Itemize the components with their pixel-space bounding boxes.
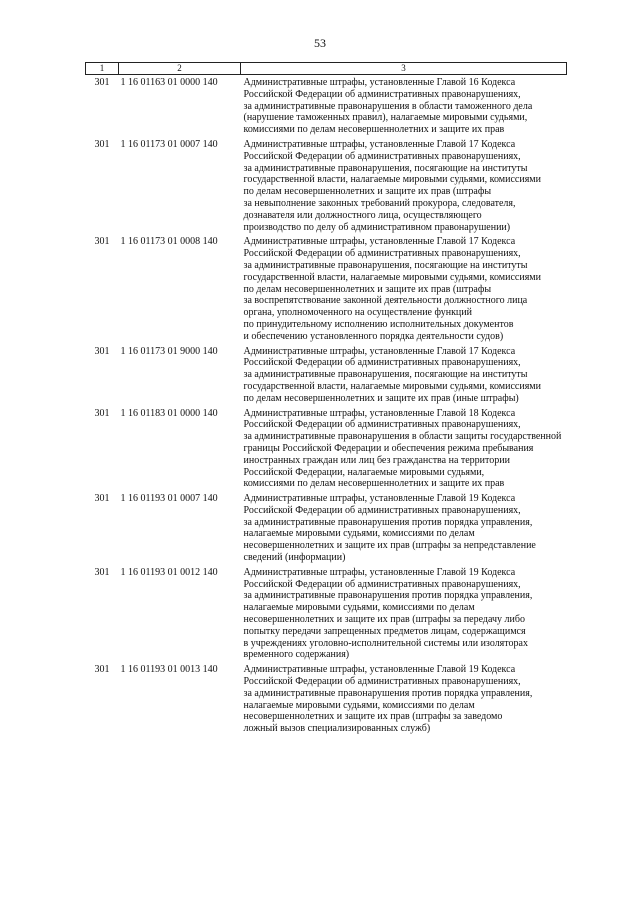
description-line: за невыполнение законных требований прокурора, следователя,	[243, 197, 516, 209]
table-row	[86, 75, 567, 137]
table-row	[86, 344, 567, 406]
table-header-row	[86, 63, 567, 75]
budget-code-cell: 1 16 01193 01 0007 140	[120, 493, 218, 505]
budget-code-cell: 1 16 01193 01 0012 140	[120, 566, 218, 578]
description-line: дознавателя или должностного лица, осуществляющего	[243, 209, 482, 221]
budget-code-cell: 1 16 01173 01 0007 140	[120, 138, 218, 150]
header-cell-2: 2	[119, 63, 241, 75]
budget-code-cell: 1 16 01183 01 0000 140	[120, 407, 218, 419]
description-line: временного содержания)	[243, 649, 350, 661]
description-line: органа, уполномоченного на осуществление функций	[243, 307, 472, 319]
description-line: Российской Федерации об административных правонарушениях,	[243, 357, 521, 369]
description-line: комиссиями по делам несовершеннолетних и защите их прав	[243, 124, 505, 136]
description-line: за административные правонарушения в области защиты государственной	[243, 431, 562, 443]
header-cell-3: 3	[241, 63, 567, 75]
table-body	[86, 63, 567, 737]
table-row	[86, 234, 567, 343]
description-line: Административные штрафы, установленные Главой 17 Кодекса	[243, 345, 516, 357]
description-line: за административные правонарушения в области таможенного дела	[243, 100, 533, 112]
description-line: за воспрепятствование законной деятельности должностного лица	[243, 295, 528, 307]
description-line: попытку передачи запрещенных предметов лицам, содержащимся	[243, 625, 526, 637]
description-line: сведений (информации)	[243, 552, 346, 564]
description-line: Административные штрафы, установленные Главой 17 Кодекса	[243, 236, 516, 248]
admin-code-cell: 301	[94, 664, 110, 676]
description-line: государственной власти, налагаемые мировыми судьями, комиссиями	[243, 271, 541, 283]
description-line: по делам несовершеннолетних и защите их прав (штрафы	[243, 186, 492, 198]
description-line: Административные штрафы, установленные Главой 17 Кодекса	[243, 138, 516, 150]
description-cell	[241, 137, 567, 234]
page-number: 53	[314, 36, 326, 50]
description-cell	[241, 565, 567, 662]
admin-code-cell: 301	[94, 345, 110, 357]
description-line: за административные правонарушения, посягающие на институты	[243, 162, 528, 174]
description-line: несовершеннолетних и защите их прав (штрафы за непредставление	[243, 540, 536, 552]
budget-code-cell: 1 16 01193 01 0013 140	[120, 664, 218, 676]
description-line: за административные правонарушения против порядка управления,	[243, 516, 533, 528]
admin-code-cell: 301	[94, 566, 110, 578]
description-line: по принудительному исполнению исполнительных документов	[243, 318, 514, 330]
description-line: и обеспечению установленного порядка деятельности судов)	[243, 330, 504, 342]
description-line: налагаемые мировыми судьями, комиссиями по делам	[243, 528, 475, 540]
description-line: Российской Федерации, налагаемые мировыми судьями,	[243, 466, 485, 478]
admin-code-cell: 301	[94, 407, 110, 419]
table-row	[86, 662, 567, 736]
admin-code-cell: 301	[94, 138, 110, 150]
description-line: Административные штрафы, установленные Главой 19 Кодекса	[243, 493, 516, 505]
description-cell	[241, 491, 567, 565]
description-line: государственной власти, налагаемые мировыми судьями, комиссиями	[243, 174, 541, 186]
table-row	[86, 491, 567, 565]
description-cell	[241, 662, 567, 736]
description-line: производство по делу об административном правонарушении)	[243, 221, 511, 233]
description-line: Российской Федерации об административных правонарушениях,	[243, 248, 521, 260]
description-line: комиссиями по делам несовершеннолетних и защите их прав	[243, 478, 505, 490]
description-line: Российской Федерации об административных правонарушениях,	[243, 419, 521, 431]
description-line: Российской Федерации об административных правонарушениях,	[243, 150, 521, 162]
header-cell-1: 1	[86, 63, 119, 75]
admin-code-cell: 301	[94, 77, 110, 88]
description-line: ложный вызов специализированных служб)	[243, 723, 431, 735]
description-line: за административные правонарушения против порядка управления,	[243, 687, 533, 699]
admin-code-cell: 301	[94, 493, 110, 505]
description-cell	[241, 75, 567, 137]
budget-code-cell: 1 16 01173 01 0008 140	[120, 236, 218, 248]
description-line: несовершеннолетних и защите их прав (штрафы за передачу либо	[243, 614, 525, 626]
description-line: Российской Федерации об административных правонарушениях,	[243, 504, 521, 516]
description-line: Российской Федерации об административных правонарушениях,	[243, 578, 521, 590]
description-line: налагаемые мировыми судьями, комиссиями по делам	[243, 699, 475, 711]
description-line: в учреждениях уголовно-исполнительной системы или изоляторах	[243, 637, 528, 649]
description-line: иностранных граждан или лиц без гражданства на территории	[243, 454, 510, 466]
description-line: налагаемые мировыми судьями, комиссиями по делам	[243, 602, 475, 614]
admin-code-cell: 301	[94, 236, 110, 248]
document-table	[85, 62, 567, 736]
budget-code-cell: 1 16 01173 01 9000 140	[120, 345, 218, 357]
table-row	[86, 137, 567, 234]
description-line: Административные штрафы, установленные Главой 16 Кодекса	[243, 77, 516, 88]
description-line: Российской Федерации об административных правонарушениях,	[243, 88, 521, 100]
budget-code-cell: 1 16 01163 01 0000 140	[120, 77, 218, 88]
description-line: Административные штрафы, установленные Главой 18 Кодекса	[243, 407, 516, 419]
description-cell	[241, 234, 567, 343]
description-line: государственной власти, налагаемые мировыми судьями, комиссиями	[243, 380, 541, 392]
description-cell	[241, 344, 567, 406]
description-line: Российской Федерации об административных правонарушениях,	[243, 676, 521, 688]
description-line: Административные штрафы, установленные Главой 19 Кодекса	[243, 664, 516, 676]
description-cell	[241, 406, 567, 492]
description-line: границы Российской Федерации и обеспечения режима пребывания	[243, 442, 534, 454]
description-line: Административные штрафы, установленные Главой 19 Кодекса	[243, 566, 516, 578]
description-line: по делам несовершеннолетних и защите их прав (штрафы	[243, 283, 492, 295]
description-line: по делам несовершеннолетних и защите их прав (иные штрафы)	[243, 392, 519, 404]
description-line: за административные правонарушения, посягающие на институты	[243, 259, 528, 271]
table-row	[86, 406, 567, 492]
description-line: (нарушение таможенных правил), налагаемые мировыми судьями,	[243, 112, 528, 124]
description-line: за административные правонарушения, посягающие на институты	[243, 369, 528, 381]
description-line: несовершеннолетних и защите их прав (штрафы за заведомо	[243, 711, 503, 723]
table-row	[86, 565, 567, 662]
description-line: за административные правонарушения против порядка управления,	[243, 590, 533, 602]
